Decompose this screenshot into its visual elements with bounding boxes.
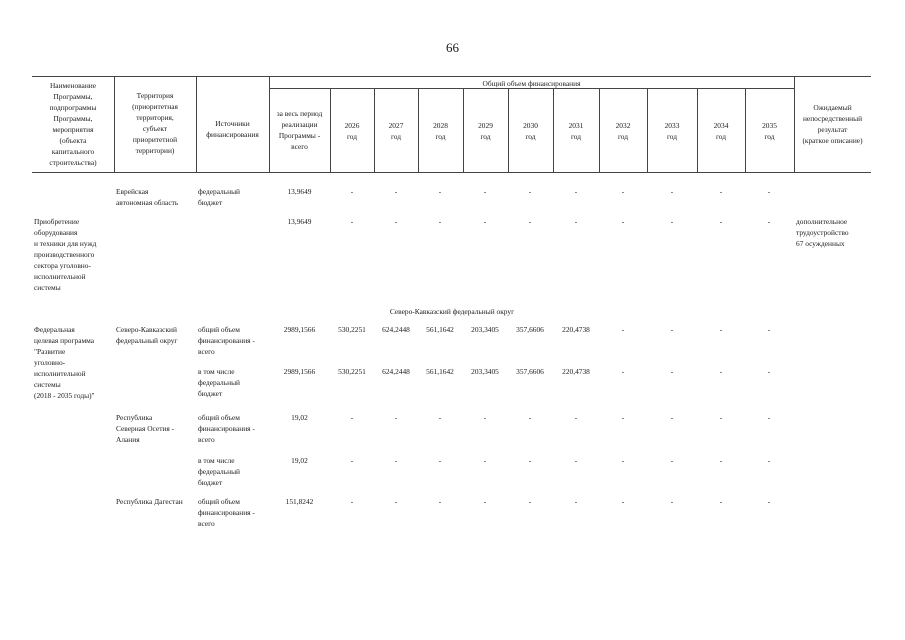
row-year-value: - xyxy=(719,217,723,226)
row-source: общий объем финансирования - всего xyxy=(198,497,255,528)
row-year-value: - xyxy=(719,187,723,196)
header-result: Ожидаемый непосредственный результат (краткое описание) xyxy=(802,103,863,145)
row-year-value: 624,2448 xyxy=(382,325,410,334)
row-year-value: - xyxy=(621,413,625,422)
row-year-value: 357,6606 xyxy=(516,325,544,334)
row-year-value: 561,1642 xyxy=(426,367,454,376)
header-year: 2031 год xyxy=(568,121,584,141)
section-title: Северо-Кавказский федеральный округ xyxy=(389,307,515,316)
row-result: дополнительное трудоустройство 67 осужденных xyxy=(796,217,849,248)
row-year-value: 624,2448 xyxy=(382,367,410,376)
row-year-value: - xyxy=(767,497,771,506)
row-year-value: - xyxy=(621,325,625,334)
row-year-value: 220,4738 xyxy=(562,367,590,376)
row-year-value: - xyxy=(670,217,674,226)
header-year: 2026 год xyxy=(344,121,360,141)
row-year-value: 530,2251 xyxy=(338,367,366,376)
row-year-value: 357,6606 xyxy=(516,367,544,376)
row-year-value: - xyxy=(438,497,442,506)
row-year-value: 220,4738 xyxy=(562,325,590,334)
row-year-value: - xyxy=(438,187,442,196)
row-year-value: - xyxy=(574,217,578,226)
header-year: 2027 год xyxy=(388,121,404,141)
row-year-value: - xyxy=(621,497,625,506)
row-territory: Республика Дагестан xyxy=(116,497,183,506)
row-year-value: - xyxy=(574,497,578,506)
row-year-value: - xyxy=(719,456,723,465)
row-total: 19,02 xyxy=(291,413,308,422)
header-year: 2029 год xyxy=(478,121,493,141)
row-year-value: - xyxy=(767,367,771,376)
row-year-value: 203,3405 xyxy=(471,367,499,376)
row-year-value: - xyxy=(670,456,674,465)
row-year-value: - xyxy=(528,497,532,506)
row-year-value: - xyxy=(438,217,442,226)
row-year-value: - xyxy=(394,413,398,422)
row-year-value: - xyxy=(438,456,442,465)
row-year-value: - xyxy=(350,217,354,226)
row-year-value: - xyxy=(483,187,487,196)
row-total: 151,8242 xyxy=(285,497,314,506)
page-number: 66 xyxy=(446,40,459,55)
row-total: 2989,1566 xyxy=(283,367,316,376)
row-source: в том числе федеральный бюджет xyxy=(198,367,240,398)
header-year: 2028 год xyxy=(433,121,448,141)
row-total: 13,9649 xyxy=(287,187,312,196)
header-year: 2030 год xyxy=(523,121,538,141)
row-year-value: - xyxy=(350,187,354,196)
row-year-value: - xyxy=(574,456,578,465)
header-group-title: Общий объем финансирования xyxy=(482,79,581,88)
row-year-value: 530,2251 xyxy=(338,325,366,334)
row-year-value: - xyxy=(719,325,723,334)
row-year-value: - xyxy=(483,217,487,226)
row-year-value: - xyxy=(483,456,487,465)
row-year-value: - xyxy=(621,187,625,196)
header-territory: Территория (приоритетная территория, субъект приоритетной территории) xyxy=(132,91,178,155)
row-source: федеральный бюджет xyxy=(198,187,240,207)
row-total: 13,9649 xyxy=(287,217,312,226)
row-year-value: - xyxy=(350,456,354,465)
row-year-value: - xyxy=(621,367,625,376)
row-year-value: - xyxy=(719,413,723,422)
row-year-value: - xyxy=(767,413,771,422)
row-year-value: - xyxy=(621,217,625,226)
row-year-value: - xyxy=(670,187,674,196)
header-year: 2034 год xyxy=(713,121,729,141)
row-year-value: - xyxy=(767,187,771,196)
row-year-value: - xyxy=(719,497,723,506)
row-year-value: - xyxy=(394,497,398,506)
header-year: 2033 год xyxy=(664,121,680,141)
row-total: 2989,1566 xyxy=(283,325,316,334)
row-year-value: - xyxy=(394,187,398,196)
row-year-value: 561,1642 xyxy=(426,325,454,334)
row-year-value: - xyxy=(767,217,771,226)
header-name: Наименование Программы, подпрограммы Программы, мероприятия (объекта капитального строительства) xyxy=(49,81,97,167)
row-year-value: - xyxy=(528,187,532,196)
row-year-value: - xyxy=(438,413,442,422)
row-total: 19,02 xyxy=(291,456,308,465)
row-year-value: - xyxy=(394,217,398,226)
row-territory: Еврейская автономная область xyxy=(116,187,179,207)
row-year-value: - xyxy=(767,325,771,334)
row-year-value: - xyxy=(528,217,532,226)
row-year-value: - xyxy=(574,413,578,422)
row-year-value: - xyxy=(394,456,398,465)
row-source: общий объем финансирования - всего xyxy=(198,413,255,444)
row-year-value: - xyxy=(621,456,625,465)
row-year-value: - xyxy=(670,367,674,376)
row-name: Федеральная целевая программа "Развитие уголовно- исполнительной системы (2018 - 2035 годы)" xyxy=(34,325,95,400)
row-year-value: - xyxy=(350,413,354,422)
row-year-value: - xyxy=(670,497,674,506)
row-territory: Северо-Кавказский федеральный округ xyxy=(116,325,178,345)
row-year-value: - xyxy=(574,187,578,196)
row-source: в том числе федеральный бюджет xyxy=(198,456,240,487)
row-year-value: 203,3405 xyxy=(471,325,499,334)
row-year-value: - xyxy=(528,413,532,422)
row-year-value: - xyxy=(719,367,723,376)
row-year-value: - xyxy=(350,497,354,506)
row-territory: Республика Северная Осетия - Алания xyxy=(116,413,175,444)
row-year-value: - xyxy=(767,456,771,465)
row-source: общий объем финансирования - всего xyxy=(198,325,255,356)
row-year-value: - xyxy=(483,413,487,422)
header-year: 2032 год xyxy=(615,121,631,141)
row-year-value: - xyxy=(670,413,674,422)
row-year-value: - xyxy=(528,456,532,465)
row-year-value: - xyxy=(483,497,487,506)
row-year-value: - xyxy=(670,325,674,334)
header-source: Источники финансирования xyxy=(206,119,259,139)
header-total: за весь период реализации Программы - всего xyxy=(276,109,323,151)
header-year: 2035 год xyxy=(762,121,777,141)
row-name: Приобретение оборудования и техники для нужд производственного сектора уголовно- исполнительной системы xyxy=(34,217,97,292)
